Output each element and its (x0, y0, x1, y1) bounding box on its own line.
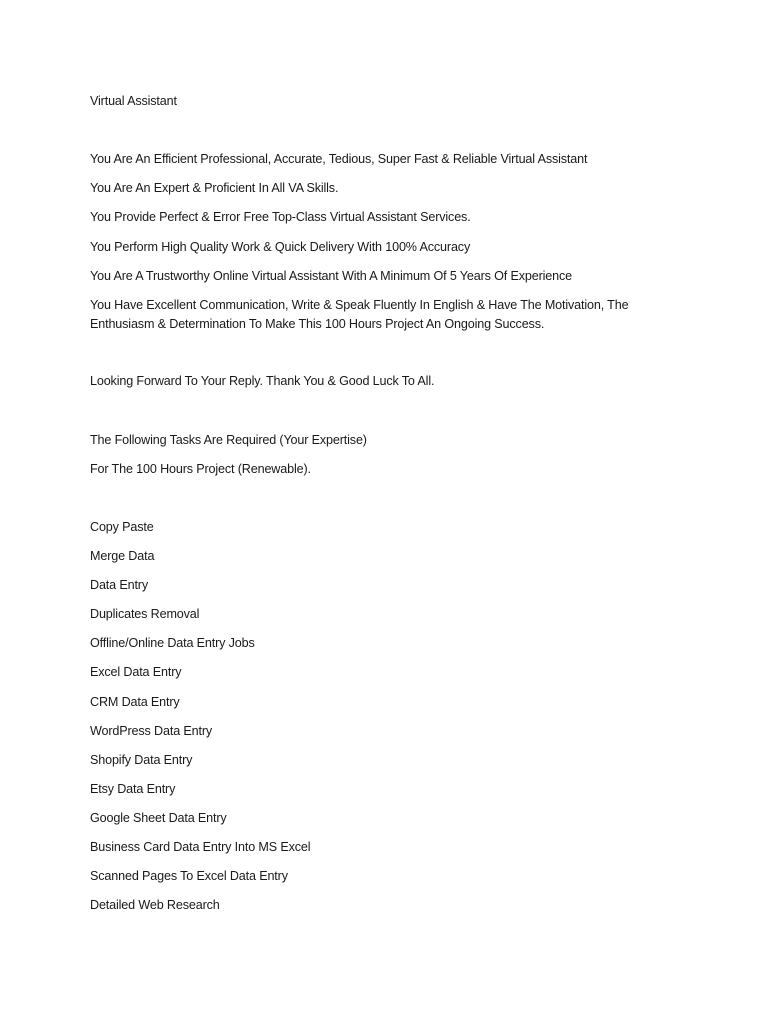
task-item: Merge Data (90, 549, 155, 563)
intro-line-5: You Are A Trustworthy Online Virtual Assistant With A Minimum Of 5 Years Of Experience (90, 269, 572, 283)
task-item: Detailed Web Research (90, 898, 220, 912)
task-item: Excel Data Entry (90, 665, 182, 679)
task-item: Duplicates Removal (90, 607, 200, 621)
task-item: Shopify Data Entry (90, 753, 193, 767)
task-item: Data Entry (90, 578, 148, 592)
document-title: Virtual Assistant (90, 94, 177, 108)
task-item: WordPress Data Entry (90, 724, 213, 738)
intro-line-2: You Are An Expert & Proficient In All VA Skills. (90, 181, 339, 195)
intro-line-1: You Are An Efficient Professional, Accurate, Tedious, Super Fast & Reliable Virtual Assistant (90, 152, 588, 166)
tasks-subheading: For The 100 Hours Project (Renewable). (90, 462, 311, 476)
task-item: Offline/Online Data Entry Jobs (90, 636, 255, 650)
task-item: Business Card Data Entry Into MS Excel (90, 840, 311, 854)
task-item: Scanned Pages To Excel Data Entry (90, 869, 288, 883)
task-item: CRM Data Entry (90, 695, 180, 709)
closing-line: Looking Forward To Your Reply. Thank You & Good Luck To All. (90, 374, 435, 388)
tasks-heading: The Following Tasks Are Required (Your Expertise) (90, 433, 367, 447)
task-item: Copy Paste (90, 520, 154, 534)
intro-line-3: You Provide Perfect & Error Free Top-Class Virtual Assistant Services. (90, 210, 471, 224)
intro-line-6: You Have Excellent Communication, Write & Speak Fluently In English & Have The Motivation, The Enthusiasm & Determination To Make This 100 Hours Project An Ongoing Success. (90, 298, 629, 331)
intro-line-4: You Perform High Quality Work & Quick Delivery With 100% Accuracy (90, 240, 471, 254)
task-item: Etsy Data Entry (90, 782, 176, 796)
task-item: Google Sheet Data Entry (90, 811, 227, 825)
